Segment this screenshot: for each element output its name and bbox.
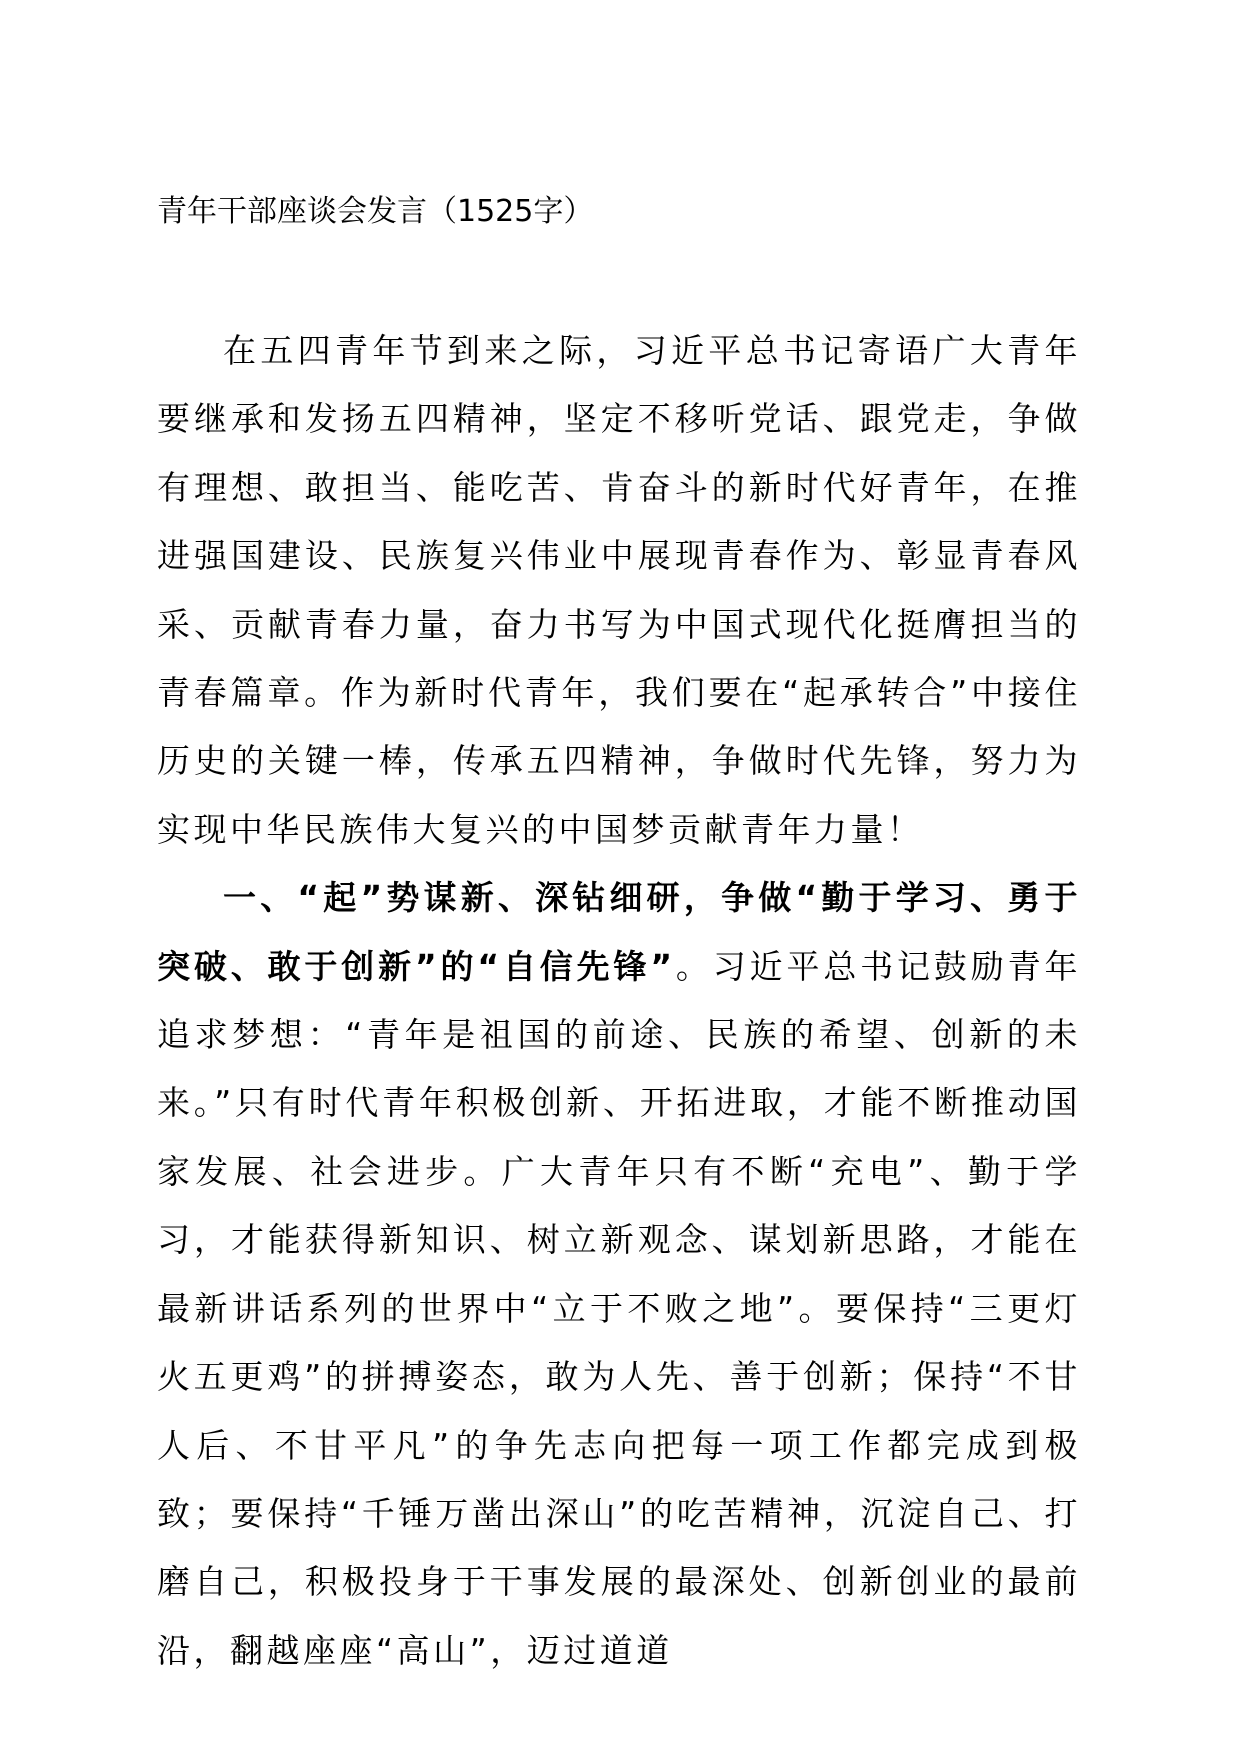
document-body bbox=[157, 317, 1081, 1685]
intro-paragraph: 在五四青年节到来之际，习近平总书记寄语广大青年要继承和发扬五四精神，坚定不移听党话、跟党走，争做有理想、敢担当、能吃苦、肯奋斗的新时代好青年，在推进强国建设、民族复兴伟业中展现青春作为、彰显青春风采、贡献青春力量，奋力书写为中国式现代化挺膺担当的青春篇章。作为新时代青年，我们要在“起承转合”中接住历史的关键一棒，传承五四精神，争做时代先锋，努力为实现中华民族伟大复兴的中国梦贡献青年力量！ bbox=[157, 331, 1081, 849]
document-title: 青年干部座谈会发言（1525字） bbox=[157, 194, 594, 229]
section-one-paragraph bbox=[157, 864, 1081, 1685]
section-one-heading: 一、“起”势谋新、深钻细研，争做“勤于学习、勇于突破、敢于创新”的“自信先锋” bbox=[157, 878, 1081, 986]
section-one-body: 。习近平总书记鼓励青年追求梦想：“青年是祖国的前途、民族的希望、创新的未来。”只有时代青年积极创新、开拓进取，才能不断推动国家发展、社会进步。广大青年只有不断“充电”、勤于学习，才能获得新知识、树立新观念、谋划新思路，才能在最新讲话系列的世界中“立于不败之地”。要保持“三更灯火五更鸡”的拼搏姿态，敢为人先、善于创新；保持“不甘人后、不甘平凡”的争先志向把每一项工作都完成到极致；要保持“千锤万凿出深山”的吃苦精神，沉淀自己、打磨自己，积极投身于干事发展的最深处、创新创业的最前沿，翻越座座“高山”，迈过道道 bbox=[157, 946, 1081, 1670]
